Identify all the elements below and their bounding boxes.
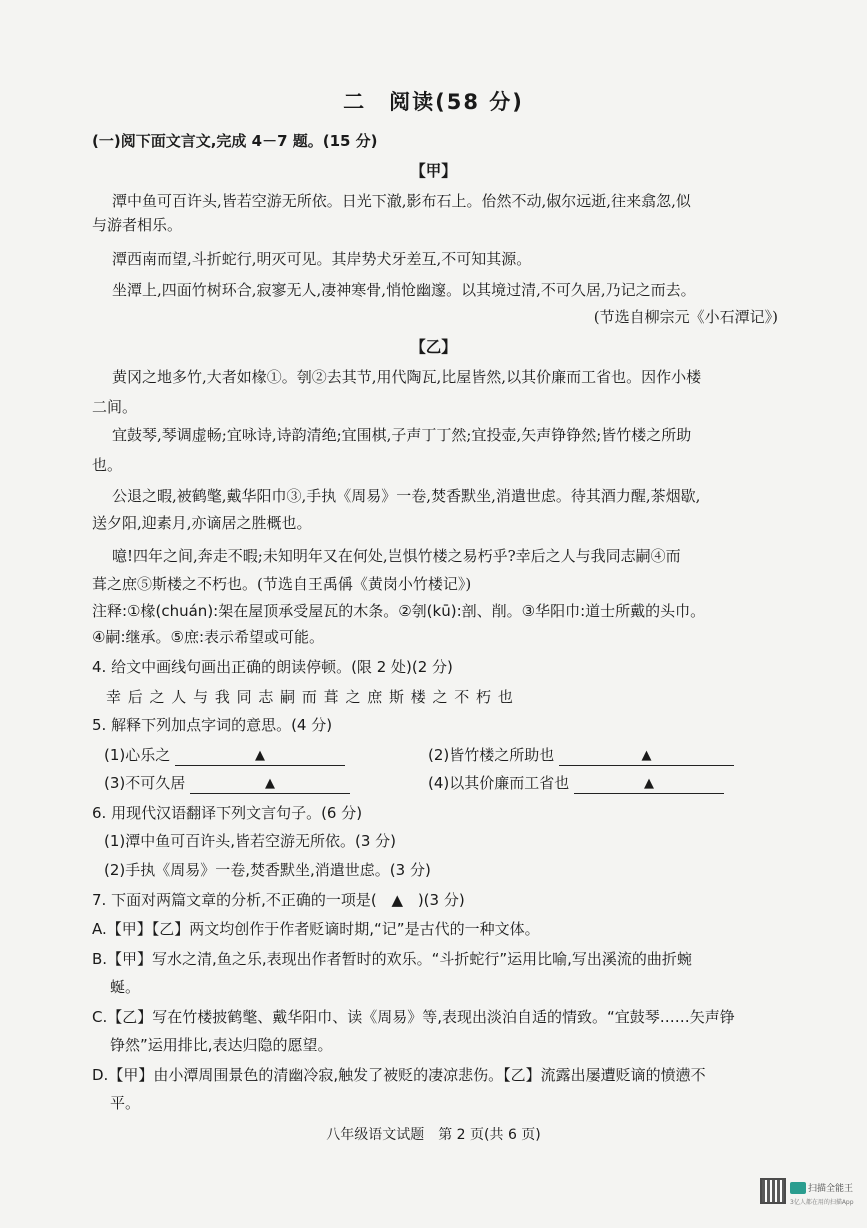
q7-answer-blank[interactable]: ▲ — [391, 891, 404, 909]
q5-item-2 — [428, 744, 758, 766]
q5-item-1 — [104, 744, 434, 766]
part1-intro: (一)阅下面文言文,完成 4－7 题。(15 分) — [92, 132, 378, 150]
jia-heading: 【甲】 — [410, 162, 457, 180]
yi-heading: 【乙】 — [410, 338, 457, 356]
q7-stem-text: 7. 下面对两篇文章的分析,不正确的一项是( — [92, 891, 377, 909]
scanner-logo-icon — [790, 1182, 806, 1194]
q4-sentence[interactable]: 幸 后 之 人 与 我 同 志 嗣 而 葺 之 庶 斯 楼 之 不 朽 也 — [106, 688, 514, 706]
q7-stem-score: )(3 分) — [417, 891, 465, 909]
q5-item-2-label: (2)皆竹楼之所助也 — [428, 746, 555, 764]
yi-paragraph-1b: 二间。 — [92, 398, 138, 416]
q6-stem: 6. 用现代汉语翻译下列文言句子。(6 分) — [92, 804, 363, 822]
q6-item-2: (2)手执《周易》一卷,焚香默坐,消遣世虑。(3 分) — [104, 861, 431, 879]
q5-item-4-answer-blank[interactable]: ▲ — [574, 775, 724, 794]
yi-paragraph-2b: 也。 — [92, 456, 123, 474]
q7-option-b-line-2: 蜒。 — [110, 978, 141, 996]
q5-item-1-answer-blank[interactable]: ▲ — [175, 747, 345, 766]
section-title: 二 阅读(58 分) — [343, 90, 524, 114]
q7-stem — [92, 889, 792, 911]
q6-item-1: (1)潭中鱼可百许头,皆若空游无所依。(3 分) — [104, 832, 397, 850]
yi-paragraph-1a: 黄冈之地多竹,大者如椽①。刳②去其节,用代陶瓦,比屋皆然,以其价廉而工省也。因作小楼 — [112, 368, 702, 386]
page-footer: 八年级语文试题 第 2 页(共 6 页) — [326, 1127, 541, 1143]
yi-paragraph-3b: 送夕阳,迎素月,亦谪居之胜概也。 — [92, 514, 312, 532]
q5-item-1-label: (1)心乐之 — [104, 746, 171, 764]
q7-option-d-line-2: 平。 — [110, 1094, 141, 1112]
notes-line-1: 注释:①椽(chuán):架在屋顶承受屋瓦的木条。②刳(kū):剖、削。③华阳巾:道士所戴的头巾。 — [92, 602, 706, 620]
q7-option-d-line-1[interactable]: D.【甲】由小潭周围景色的清幽冷寂,触发了被贬的凄凉悲伤。【乙】流露出屡遭贬谪的愤懑不 — [92, 1066, 706, 1084]
q5-item-2-answer-blank[interactable]: ▲ — [559, 747, 734, 766]
q5-stem: 5. 解释下列加点字词的意思。(4 分) — [92, 716, 333, 734]
yi-paragraph-3a: 公退之暇,被鹤氅,戴华阳巾③,手执《周易》一卷,焚香默坐,消遣世虑。待其酒力醒,茶烟歇, — [112, 487, 701, 505]
q5-item-3-label: (3)不可久居 — [104, 774, 186, 792]
scanner-watermark-title: 扫描全能王 — [808, 1184, 854, 1194]
jia-source: (节选自柳宗元《小石潭记》) — [593, 308, 778, 326]
q4-stem: 4. 给文中画线句画出正确的朗读停顿。(限 2 处)(2 分) — [92, 658, 453, 676]
q5-item-3 — [104, 772, 434, 794]
jia-paragraph-1b: 与游者相乐。 — [92, 216, 183, 234]
q7-option-a[interactable]: A.【甲】【乙】两文均创作于作者贬谪时期,“记”是古代的一种文体。 — [92, 920, 540, 938]
q5-item-3-answer-blank[interactable]: ▲ — [190, 775, 350, 794]
jia-paragraph-1a: 潭中鱼可百许头,皆若空游无所依。日光下澈,影布石上。佁然不动,俶尔远逝,往来翕忽,似 — [112, 192, 691, 210]
q7-option-c-line-1[interactable]: C.【乙】写在竹楼披鹤氅、戴华阳巾、读《周易》等,表现出淡泊自适的情致。“宜鼓琴……矢声铮 — [92, 1008, 735, 1026]
yi-paragraph-4a: 噫!四年之间,奔走不暇;未知明年又在何处,岂惧竹楼之易朽乎?幸后之人与我同志嗣④而 — [112, 547, 681, 565]
scanner-watermark-subtitle: 3亿人都在用的扫描App — [790, 1199, 854, 1206]
qr-code-icon — [760, 1178, 786, 1204]
jia-paragraph-3: 坐潭上,四面竹树环合,寂寥无人,凄神寒骨,悄怆幽邃。以其境过清,不可久居,乃记之而去。 — [112, 281, 696, 299]
jia-paragraph-2: 潭西南而望,斗折蛇行,明灭可见。其岸势犬牙差互,不可知其源。 — [112, 250, 532, 268]
notes-line-2: ④嗣:继承。⑤庶:表示希望或可能。 — [92, 628, 325, 646]
q7-option-c-line-2: 铮然”运用排比,表达归隐的愿望。 — [110, 1036, 333, 1054]
yi-paragraph-2a: 宜鼓琴,琴调虚畅;宜咏诗,诗韵清绝;宜围棋,子声丁丁然;宜投壶,矢声铮铮然;皆竹楼之所助 — [112, 426, 692, 444]
q5-item-4 — [428, 772, 758, 794]
q7-option-b-line-1[interactable]: B.【甲】写水之清,鱼之乐,表现出作者暂时的欢乐。“斗折蛇行”运用比喻,写出溪流的曲折蜿 — [92, 950, 692, 968]
yi-paragraph-4b: 葺之庶⑤斯楼之不朽也。(节选自王禹偁《黄岗小竹楼记》) — [92, 575, 472, 593]
q5-item-4-label: (4)以其价廉而工省也 — [428, 774, 570, 792]
